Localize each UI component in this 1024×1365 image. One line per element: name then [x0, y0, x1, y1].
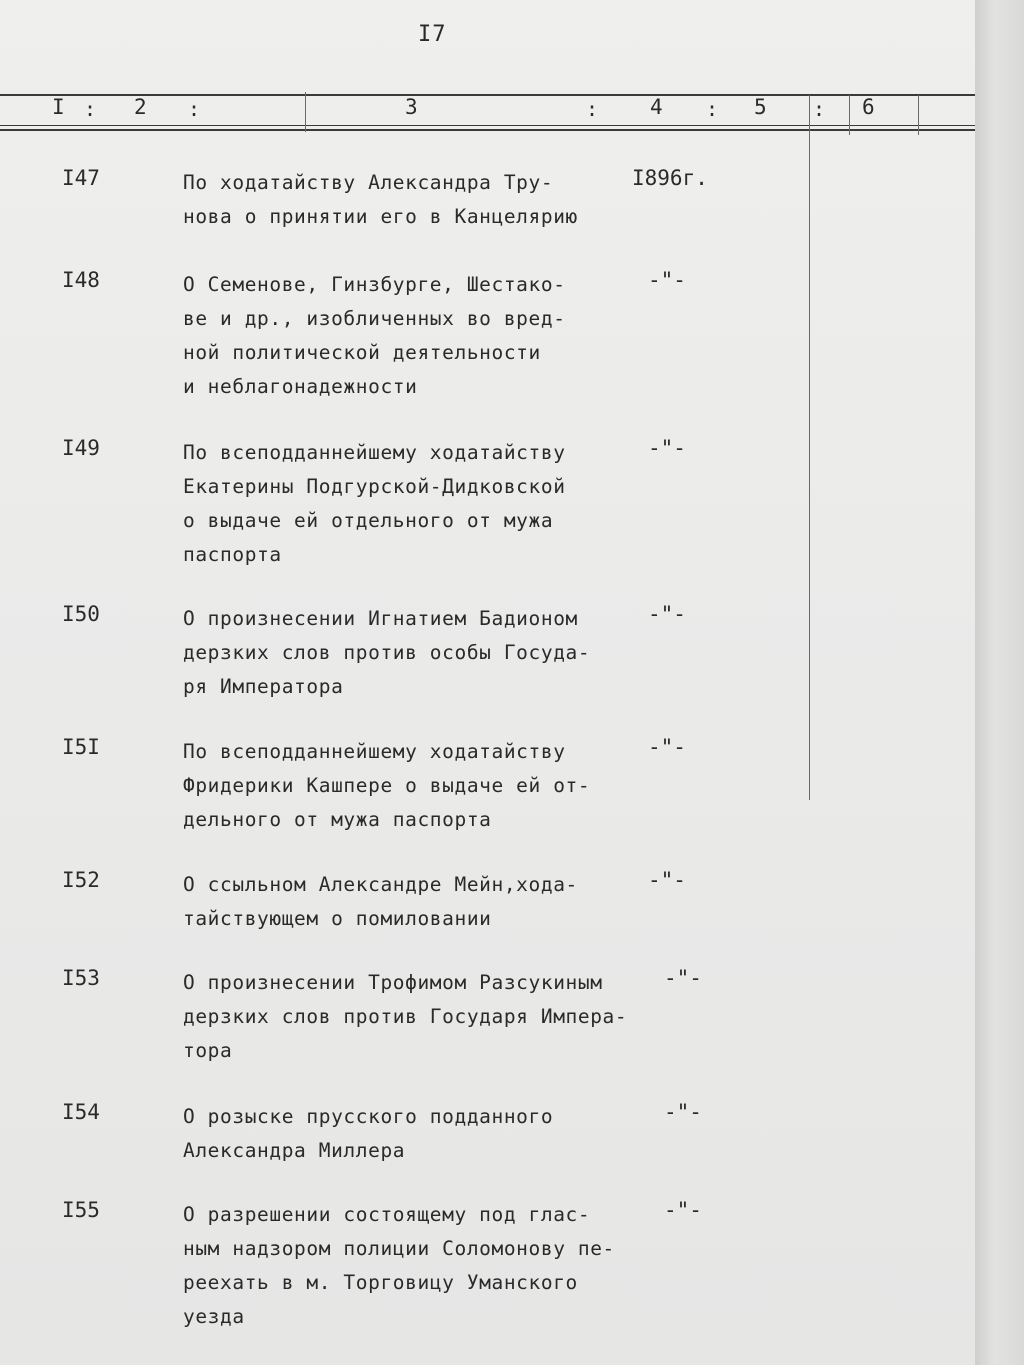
- entry-title: По всеподданнейшему ходатайству Фридерики Кашпере о выдаче ей от- дельного от мужа паспорта: [183, 740, 591, 831]
- entry-date: I896г.: [632, 166, 708, 190]
- entry-number: I48: [62, 268, 100, 292]
- entry-title: О розыске прусского подданного Александра Миллера: [183, 1105, 554, 1162]
- column-number-1: I: [52, 95, 65, 119]
- column-number-4: 4: [650, 95, 663, 119]
- entry-date: -"-: [648, 268, 686, 292]
- column-divider: [305, 92, 306, 132]
- header-bottom-rule: [0, 125, 975, 126]
- column-number-6: 6: [862, 95, 875, 119]
- entry-number: I49: [62, 436, 100, 460]
- entry-number: I52: [62, 868, 100, 892]
- column-divider: [918, 95, 919, 135]
- entry-number: I50: [62, 602, 100, 626]
- entry-number: I5I: [62, 735, 100, 759]
- page-number: I7: [418, 22, 447, 47]
- entry-number: I47: [62, 166, 100, 190]
- entry-date: -"-: [648, 868, 686, 892]
- entry-title: О Семенове, Гинзбурге, Шестако- ве и др., изобличенных во вред- ной политической деятельности и неблагонадежности: [183, 273, 566, 398]
- entry-title: О разрешении состоящему под глас- ным надзором полиции Соломонову пе- реехать в м. Торговицу Уманского уезда: [183, 1203, 615, 1328]
- column-number-5: 5: [754, 95, 767, 119]
- column-divider: [849, 95, 850, 135]
- entry-title: О произнесении Игнатием Бадионом дерзких слов против особы Госуда- ря Императора: [183, 607, 591, 698]
- entry-date: -"-: [664, 1100, 702, 1124]
- column-separator: :: [586, 97, 599, 121]
- entry-date: -"-: [648, 436, 686, 460]
- column-separator: :: [706, 97, 719, 121]
- entry-date: -"-: [664, 1198, 702, 1222]
- entry-number: I53: [62, 966, 100, 990]
- column-separator: :: [84, 97, 97, 121]
- page-edge: [975, 0, 1024, 1365]
- column-separator: :: [813, 97, 826, 121]
- column-separator: :: [188, 97, 201, 121]
- entry-date: -"-: [648, 602, 686, 626]
- header-bottom-rule-2: [0, 129, 975, 131]
- entry-title: О произнесении Трофимом Разсукиным дерзких слов против Государя Импера- тора: [183, 971, 628, 1062]
- entry-title: По всеподданнейшему ходатайству Екатерины Подгурской-Дидковской о выдаче ей отдельного от мужа паспорта: [183, 441, 566, 566]
- entry-title: О ссыльном Александре Мейн,хода- тайствующем о помиловании: [183, 873, 578, 930]
- entry-number: I54: [62, 1100, 100, 1124]
- column-number-2: 2: [134, 95, 147, 119]
- entry-date: -"-: [648, 735, 686, 759]
- entry-number: I55: [62, 1198, 100, 1222]
- entry-title: По ходатайству Александра Тру- нова о принятии его в Канцелярию: [183, 171, 578, 228]
- column-number-3: 3: [405, 95, 418, 119]
- entry-date: -"-: [664, 966, 702, 990]
- column-divider: [809, 95, 810, 800]
